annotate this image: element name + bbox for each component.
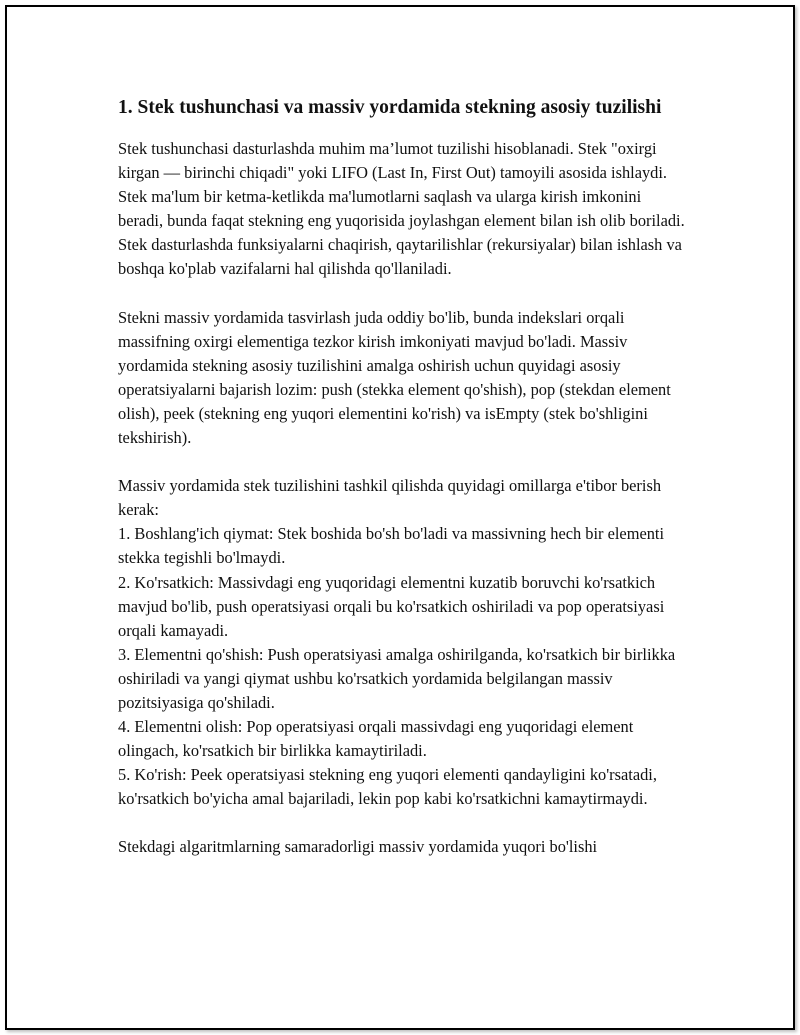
list-item-initial-value: 1. Boshlang'ich qiymat: Stek boshida bo'sh bo'ladi va massivning hech bir elementi stekka tegishli bo'lmaydi. [118,524,665,568]
paragraph-array-representation: Stekni massiv yordamida tasvirlash juda oddiy bo'lib, bunda indekslari orqali massifning oxirgi elementiga tezkor kirish imkoniyati mavjud bo'ladi. Massiv yordamida stekning asosiy tuzilishini amalga oshirish uchun quyidagi asosiy operatsiyalarni bajarish lozim: push (stekka element qo'shish), pop (stekdan element olish), peek (stekning eng yuqori elementini ko'rish) va isEmpty (stek bo'shligini tekshirish). [118,307,671,448]
section-heading: 1. Stek tushunchasi va massiv yordamida stekning asosiy tuzilishi [118,97,662,118]
document-body [118,94,688,860]
list-item-peek: 5. Ko'rish: Peek operatsiyasi stekning eng yuqori elementi qandayligini ko'rsatadi, ko'rsatkich bo'yicha amal bajariladi, lekin pop kabi ko'rsatkichni kamaytirmaydi. [118,765,657,809]
paragraph-stack-concept: Stek tushunchasi dasturlashda muhim ma’lumot tuzilishi hisoblanadi. Stek "oxirgi kirgan — birinchi chiqadi" yoki LIFO (Last In, First Out) tamoyili asosida ishlaydi. Stek ma'lum bir ketma-ketlikda ma'lumotlarni saqlash va ularga kirish imkonini beradi, bunda faqat stekning eng yuqorisida joylashgan element bilan ish olib boriladi. Stek dasturlashda funksiyalarni chaqirish, qaytarilishlar (rekursiyalar) bilan ishlash va boshqa ko'plab vazifalarni hal qilishda qo'llaniladi. [118,139,685,279]
paragraph-gap [118,450,688,474]
list-item-pointer: 2. Ko'rsatkich: Massivdagi eng yuqoridagi elementni kuzatib boruvchi ko'rsatkich mavjud bo'lib, push operatsiyasi orqali bu ko'rsatkich oshiriladi va pop operatsiyasi orqali kamayadi. [118,572,665,640]
paragraph-gap [118,811,688,835]
list-item-pop: 4. Elementni olish: Pop operatsiyasi orqali massivdagi eng yuqoridagi element olingach, ko'rsatkich bir birlikka kamaytiriladi. [118,717,634,761]
paragraph-gap [118,282,688,306]
paragraph-factors-intro: Massiv yordamida stek tuzilishini tashkil qilishda quyidagi omillarga e'tibor berish kerak: [118,476,662,520]
list-item-push: 3. Elementni qo'shish: Push operatsiyasi amalga oshirilganda, ko'rsatkich bir birlikka oshiriladi va yangi qiymat ushbu ko'rsatkich yordamida belgilangan massiv pozitsiyasiga qo'shiladi. [118,644,676,712]
paragraph-efficiency: Stekdagi algaritmlarning samaradorligi massiv yordamida yuqori bo'lishi [118,837,598,857]
